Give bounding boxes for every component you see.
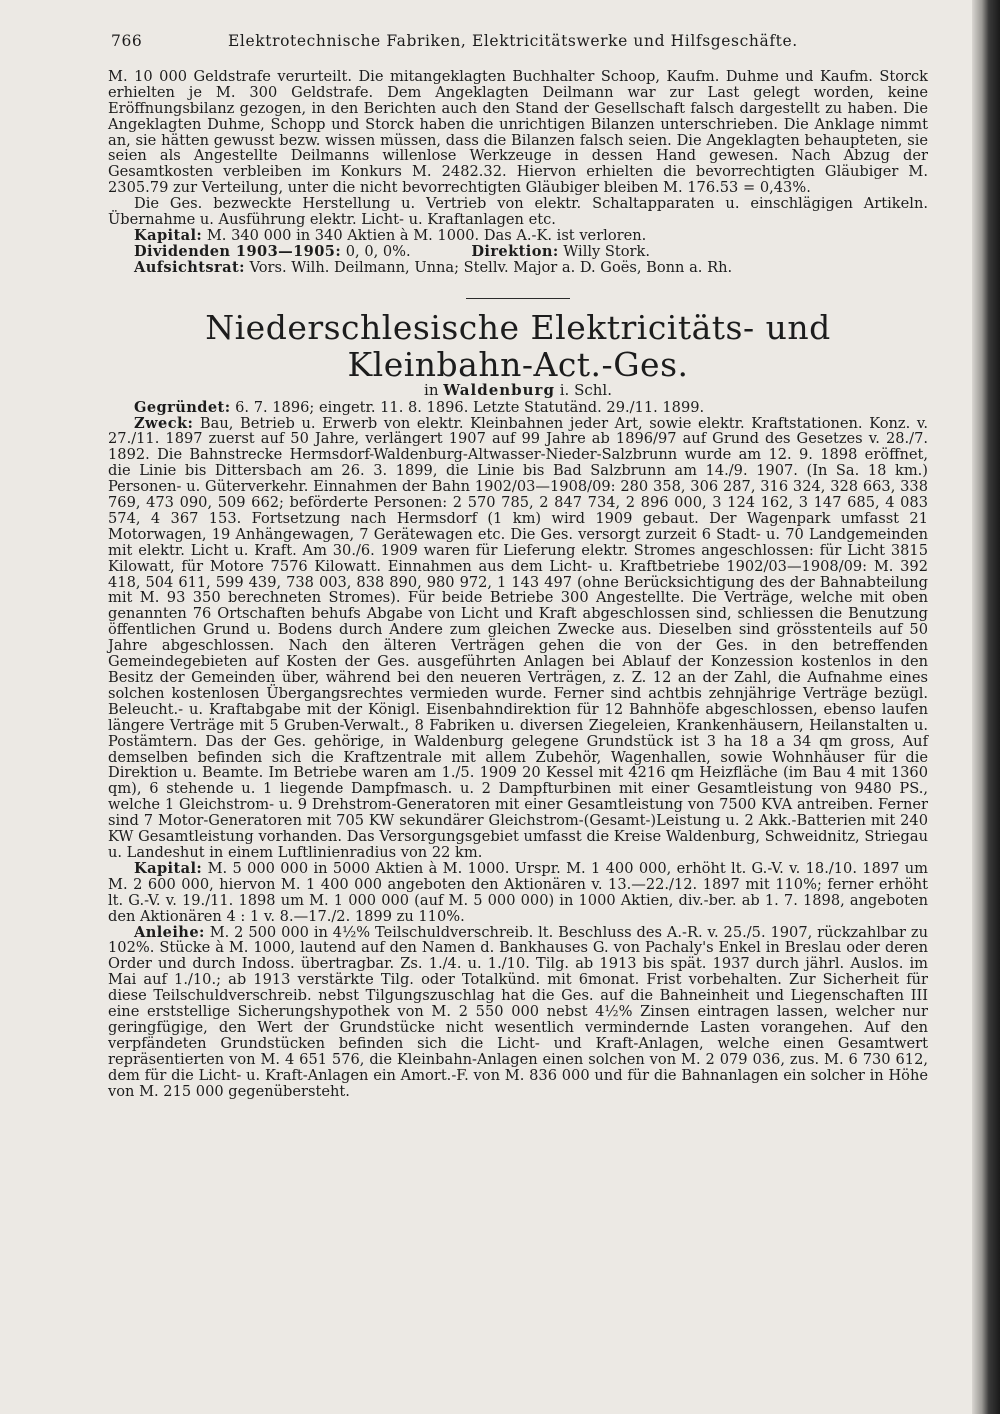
aufsichtsrat-text: Vors. Wilh. Deilmann, Unna; Stellv. Major a. D. Goës, Bonn a. Rh. [249, 258, 733, 276]
company-kapital [108, 861, 928, 925]
running-header [108, 34, 928, 50]
prev-entry-aufsichtsrat [108, 260, 928, 276]
anleihe-label: Anleihe: [134, 923, 205, 941]
anleihe-text: M. 2 500 000 in 4½% Teilschuldverschreib. lt. Beschluss des A.-R. v. 25./5. 1907, rückzahlbar zu 102%. Stücke à M. 1000, lautend auf den Namen d. Bankhauses G. von Pachaly's Enkel in Breslau oder deren Order und durch Indoss. übertragbar. Zs. 1./4. u. 1./10. Tilg. ab 1913 bis spät. 1937 durch jährl. Auslos. im Mai auf 1./10.; ab 1913 verstärkte Tilg. oder Totalkünd. mit 6monat. Frist vorbehalten. Zur Sicherheit für diese Teilschuldverschreib. nebst Tilgungszuschlag hat die Ges. auf die Bahneinheit und Liegenschaften III eine erststellige Sicherungshypothek von M. 2 550 000 nebst 4½% Zinsen eintragen lassen, welcher nur geringfügige, den Wert der Grundstücke nicht wesentlich vermindernde Lasten vorangehen. Auf den verpfändeten Grundstücken befinden sich die Licht- und Kraft-Anlagen, welche einen Gesamtwert repräsentierten von M. 4 651 576, die Kleinbahn-Anlagen einen solchen von M. 2 079 036, zus. M. 6 730 612, dem für die Licht- u. Kraft-Anlagen ein Amort.-F. von M. 836 000 und für die Bahnanlagen ein solcher in Höhe von M. 215 000 gegenübersteht. [108, 923, 929, 1100]
kapital-text: M. 340 000 in 340 Aktien à M. 1000. Das A.-K. ist verloren. [206, 226, 647, 244]
company-location [108, 380, 928, 399]
company-entry [108, 309, 928, 1100]
company-kapital-text: M. 5 000 000 in 5000 Aktien à M. 1000. Urspr. M. 1 400 000, erhöht lt. G.-V. v. 18./10. 1897 um M. 2 600 000, hiervon M. 1 400 000 angeboten den Aktionären v. 13.—22./12. 1897 mit 110%; ferner erhöht lt. G.-V. v. 19./11. 1898 um M. 1 000 000 (auf M. 5 000 000) in 1000 Aktien, div.-ber. ab 1. 7. 1898, angeboten den Aktionären 4 : 1 v. 8.—17./2. 1899 zu 110%. [108, 859, 929, 925]
company-anleihe [108, 925, 928, 1100]
section-divider [466, 298, 570, 299]
location-suffix: i. Schl. [559, 380, 612, 399]
dividenden-label: Dividenden 1903—1905: [134, 242, 342, 260]
prev-entry-kapital [108, 228, 928, 244]
scan-page-edge [972, 0, 1000, 1414]
zweck-label: Zweck: [134, 414, 194, 432]
aufsichtsrat-label: Aufsichtsrat: [134, 258, 245, 276]
previous-entry [108, 69, 928, 276]
company-zweck [108, 416, 928, 861]
company-kapital-label: Kapital: [134, 859, 203, 877]
dividenden-text: 0, 0, 0%. [345, 242, 411, 260]
kapital-label: Kapital: [134, 226, 203, 244]
page-number: 766 [111, 32, 143, 50]
document-page [108, 34, 928, 1099]
gegruendet-text: 6. 7. 1896; eingetr. 11. 8. 1896. Letzte Statutänd. 29./11. 1899. [235, 398, 705, 416]
gegruendet-label: Gegründet: [134, 398, 231, 416]
location-city: Waldenburg [443, 380, 555, 399]
company-gegruendet [108, 400, 928, 416]
prev-entry-paragraph-1: M. 10 000 Geldstrafe verurteilt. Die mitangeklagten Buchhalter Schoop, Kaufm. Duhme und Kaufm. Storck erhielten je M. 300 Geldstrafe. Dem Angeklagten Deilmann war zur Last gelegt worden, keine Eröffnungsbilanz gezogen, in den Berichten auch den Stand der Gesellschaft falsch dargestellt zu haben. Die Angeklagten Duhme, Schopp und Storck haben die unrichtigen Bilanzen unterschrieben. Die Anklage nimmt an, sie hätten gewusst bezw. wissen müssen, dass die Bilanzen falsch seien. Die Angeklagten behaupteten, sie seien als Angestellte Deilmanns willenlose Werkzeuge in dessen Hand gewesen. Nach Abzug der Gesamtkosten verbleiben im Konkurs M. 2482.32. Hiervon erhielten die bevorrechtigten Gläubiger M. 2305.79 zur Verteilung, unter die nicht bevorrechtigten Gläubiger bleiben M. 176.53 = 0,43%. [108, 67, 928, 197]
location-prefix: in [424, 380, 439, 399]
running-title: Elektrotechnische Fabriken, Elektricitätswerke und Hilfsgeschäfte. [228, 32, 798, 50]
company-title: Niederschlesische Elektricitäts- und Kleinbahn-Act.-Ges. [205, 307, 831, 384]
prev-entry-dividenden [108, 244, 928, 260]
direktion-text: Willy Stork. [563, 242, 651, 260]
direktion-label: Direktion: [471, 242, 559, 260]
zweck-text: Bau, Betrieb u. Erwerb von elektr. Kleinbahnen jeder Art, sowie elektr. Kraftstationen. Konz. v. 27./11. 1897 zuerst auf 50 Jahre, verlängert 1907 auf 99 Jahre ab 1896/97 auf Grund des Gesetzes v. 28./7. 1892. Die Bahnstrecke Hermsdorf-Waldenburg-Altwasser-Nieder-Salzbrunn wurde am 12. 9. 1898 eröffnet, die Linie bis Dittersbach am 26. 3. 1899, die Linie bis Bad Salzbrunn am 14./9. 1907. (In Sa. 18 km.) Personen- u. Güterverkehr. Einnahmen der Bahn 1902/03—1908/09: 280 358, 306 287, 316 324, 328 663, 338 769, 473 090, 509 662; beförderte Personen: 2 570 785, 2 847 734, 2 896 000, 3 124 162, 3 147 685, 4 083 574, 4 367 153. Fortsetzung nach Hermsdorf (1 km) wird 1909 gebaut. Der Wagenpark umfasst 21 Motorwagen, 19 Anhängewagen, 7 Gerätewagen etc. Die Ges. versorgt zurzeit 6 Stadt- u. 70 Landgemeinden mit elektr. Licht u. Kraft. Am 30./6. 1909 waren für Lieferung elektr. Stromes angeschlossen: für Licht 3815 Kilowatt, für Motore 7576 Kilowatt. Einnahmen aus dem Licht- u. Kraftbetriebe 1902/03—1908/09: M. 392 418, 504 611, 599 439, 738 003, 838 890, 980 972, 1 143 497 (ohne Berücksichtigung des der Bahnabteilung mit M. 93 350 berechneten Stromes). Für beide Betriebe 300 Angestellte. Die Verträge, welche mit oben genannten 76 Ortschaften behufs Abgabe von Licht und Kraft abgeschlossen sind, schliessen die Benutzung öffentlichen Grund u. Bodens durch Andere zum gleichen Zwecke aus. Dieselben sind grösstenteils auf 50 Jahre abgeschlossen. Nach den älteren Verträgen gehen die von der Ges. in den betreffenden Gemeindegebieten auf Kosten der Ges. ausgeführten Anlagen bei Ablauf der Konzession kostenlos in den Besitz der Gemeinden über, während bei den neueren Verträgen, z. Z. 12 an der Zahl, die Aufnahme eines solchen kostenlosen Übergangsrechtes vermieden wurde. Ferner sind achtbis zehnjährige Verträge bezügl. Beleucht.- u. Kraftabgabe mit der Königl. Eisenbahndirektion für 12 Bahnhöfe abgeschlossen, ebenso laufen längere Verträge mit 5 Gruben-Verwalt., 8 Fabriken u. diversen Ziegeleien, Krankenhäusern, Heilanstalten u. Postämtern. Das der Ges. gehörige, in Waldenburg gelegene Grundstück ist 3 ha 18 a 34 qm gross, Auf demselben befinden sich die Kraftzentrale mit allem Zubehör, Wagenhallen, sowie Wohnhäuser für die Direktion u. Beamte. Im Betriebe waren am 1./5. 1909 20 Kessel mit 4216 qm Heizfläche (im Bau 4 mit 1360 qm), 6 stehende u. 1 liegende Dampfmasch. u. 2 Dampfturbinen mit einer Gesamtleistung von 9480 PS., welche 1 Gleichstrom- u. 9 Drehstrom-Generatoren mit einer Gesamtleistung von 7500 KVA antreiben. Ferner sind 7 Motor-Generatoren mit 705 KW sekundärer Gleichstrom-(Gesamt-)Leistung u. 2 Akk.-Batterien mit 240 KW Gesamtleistung vorhanden. Das Versorgungsgebiet umfasst die Kreise Waldenburg, Schweidnitz, Striegau u. Landeshut in einem Luftlinienradius von 22 km. [108, 414, 928, 861]
prev-entry-paragraph-2: Die Ges. bezweckte Herstellung u. Vertrieb von elektr. Schaltapparaten u. einschlägigen Artikeln. Übernahme u. Ausführung elektr. Licht- u. Kraftanlagen etc. [108, 195, 928, 229]
